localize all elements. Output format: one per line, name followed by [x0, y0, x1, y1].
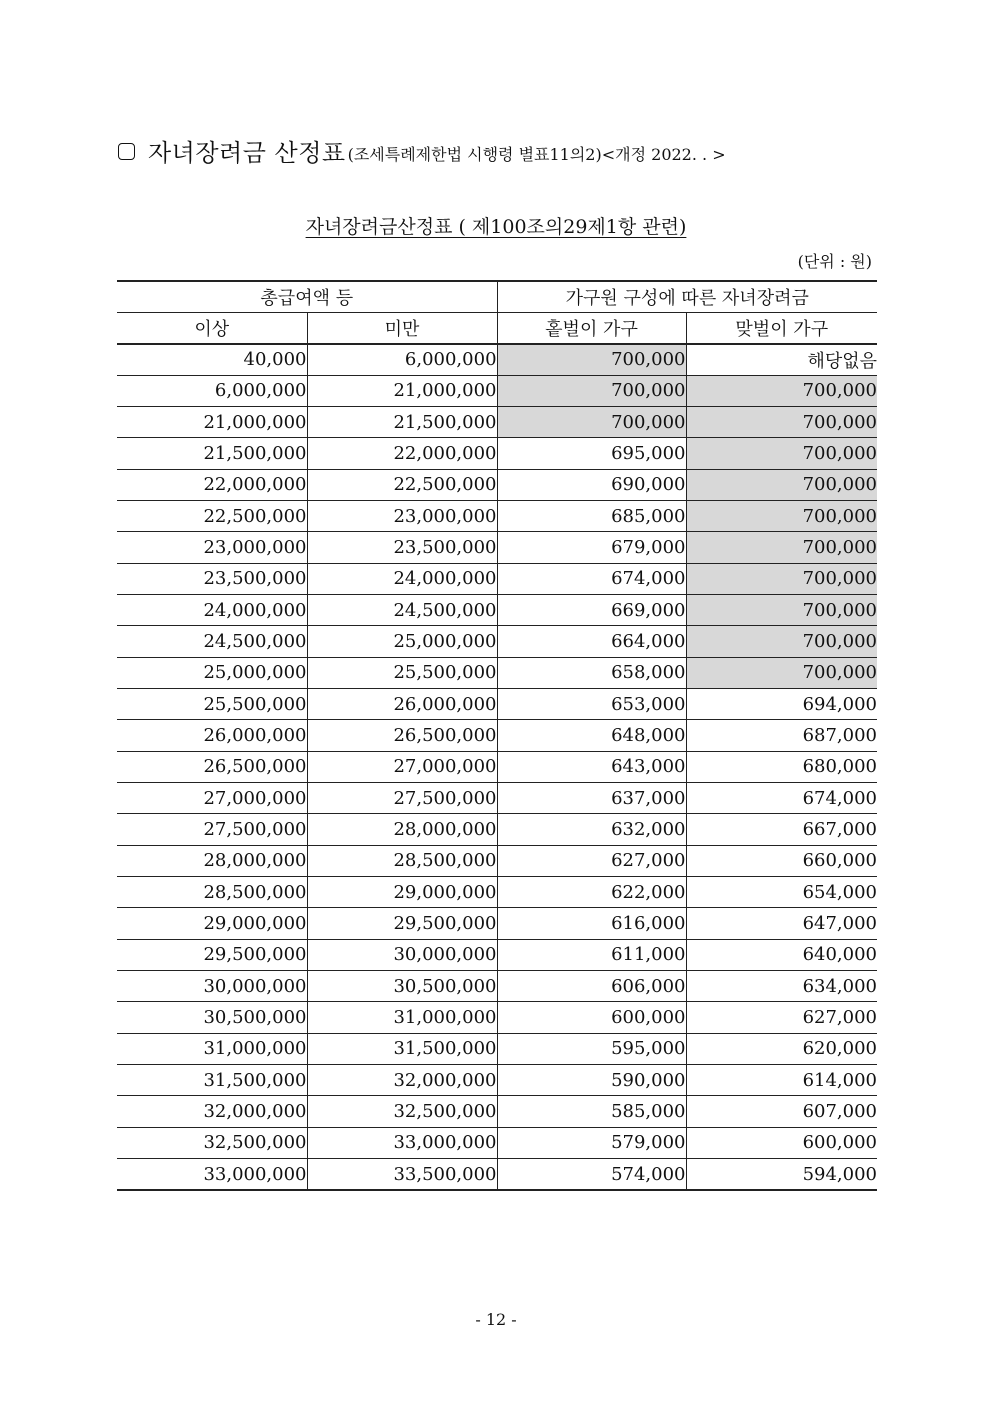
cell-min: 25,500,000 — [117, 688, 307, 719]
cell-max: 25,000,000 — [307, 626, 497, 657]
cell-max: 31,000,000 — [307, 1002, 497, 1033]
cell-single-earner: 679,000 — [497, 532, 686, 563]
cell-single-earner: 585,000 — [497, 1096, 686, 1127]
cell-max: 32,500,000 — [307, 1096, 497, 1127]
cell-max: 6,000,000 — [307, 344, 497, 375]
cell-single-earner: 574,000 — [497, 1159, 686, 1190]
table-row — [117, 814, 877, 845]
cell-max: 23,500,000 — [307, 532, 497, 563]
cell-max: 28,000,000 — [307, 814, 497, 845]
cell-min: 24,500,000 — [117, 626, 307, 657]
table-title-text: 자녀장려금산정표 ( 제100조의29제1항 관련) — [305, 216, 687, 238]
cell-single-earner: 643,000 — [497, 751, 686, 782]
cell-max: 26,000,000 — [307, 688, 497, 719]
table-row — [117, 626, 877, 657]
table-row — [117, 877, 877, 908]
cell-min: 30,500,000 — [117, 1002, 307, 1033]
cell-max: 27,500,000 — [307, 783, 497, 814]
table-row — [117, 594, 877, 625]
cell-dual-earner: 700,000 — [686, 626, 877, 657]
cell-single-earner: 664,000 — [497, 626, 686, 657]
cell-dual-earner: 654,000 — [686, 877, 877, 908]
cell-dual-earner: 600,000 — [686, 1127, 877, 1158]
cell-min: 27,000,000 — [117, 783, 307, 814]
cell-min: 22,000,000 — [117, 469, 307, 500]
cell-single-earner: 637,000 — [497, 783, 686, 814]
section-heading — [118, 134, 726, 168]
credit-calculation-table — [117, 280, 877, 1191]
cell-max: 25,500,000 — [307, 657, 497, 688]
cell-dual-earner: 674,000 — [686, 783, 877, 814]
cell-dual-earner: 687,000 — [686, 720, 877, 751]
cell-min: 29,000,000 — [117, 908, 307, 939]
cell-dual-earner: 700,000 — [686, 563, 877, 594]
cell-max: 24,500,000 — [307, 594, 497, 625]
cell-dual-earner: 680,000 — [686, 751, 877, 782]
cell-max: 26,500,000 — [307, 720, 497, 751]
cell-dual-earner: 634,000 — [686, 971, 877, 1002]
cell-min: 32,000,000 — [117, 1096, 307, 1127]
cell-dual-earner: 640,000 — [686, 939, 877, 970]
cell-min: 23,000,000 — [117, 532, 307, 563]
cell-max: 21,000,000 — [307, 375, 497, 406]
cell-single-earner: 700,000 — [497, 406, 686, 437]
table-body — [117, 344, 877, 1190]
table-row — [117, 1002, 877, 1033]
sub-header-row — [117, 312, 877, 343]
cell-max: 33,000,000 — [307, 1127, 497, 1158]
cell-max: 33,500,000 — [307, 1159, 497, 1190]
cell-single-earner: 690,000 — [497, 469, 686, 500]
cell-single-earner: 595,000 — [497, 1033, 686, 1064]
cell-single-earner: 632,000 — [497, 814, 686, 845]
table-row — [117, 688, 877, 719]
cell-dual-earner: 614,000 — [686, 1065, 877, 1096]
heading-title: 자녀장려금 산정표 — [148, 139, 346, 167]
cell-dual-earner: 700,000 — [686, 375, 877, 406]
cell-min: 6,000,000 — [117, 375, 307, 406]
cell-min: 26,500,000 — [117, 751, 307, 782]
cell-min: 31,500,000 — [117, 1065, 307, 1096]
page-number: - 12 - — [475, 1310, 517, 1329]
cell-dual-earner: 620,000 — [686, 1033, 877, 1064]
table-row — [117, 344, 877, 375]
table-row — [117, 1096, 877, 1127]
cell-min: 28,500,000 — [117, 877, 307, 908]
cell-max: 31,500,000 — [307, 1033, 497, 1064]
cell-single-earner: 600,000 — [497, 1002, 686, 1033]
table-header — [117, 281, 877, 344]
cell-max: 28,500,000 — [307, 845, 497, 876]
table-row — [117, 469, 877, 500]
table-row — [117, 1065, 877, 1096]
table-row — [117, 971, 877, 1002]
cell-single-earner: 653,000 — [497, 688, 686, 719]
cell-single-earner: 695,000 — [497, 438, 686, 469]
unit-label: (단위 : 원) — [797, 252, 872, 271]
checkbox-square-icon — [118, 143, 135, 160]
cell-dual-earner: 607,000 — [686, 1096, 877, 1127]
table-row — [117, 908, 877, 939]
cell-min: 22,500,000 — [117, 500, 307, 531]
table-row — [117, 375, 877, 406]
cell-max: 21,500,000 — [307, 406, 497, 437]
cell-single-earner: 685,000 — [497, 500, 686, 531]
cell-dual-earner: 700,000 — [686, 438, 877, 469]
cell-single-earner: 616,000 — [497, 908, 686, 939]
cell-dual-earner: 667,000 — [686, 814, 877, 845]
cell-single-earner: 627,000 — [497, 845, 686, 876]
cell-min: 29,500,000 — [117, 939, 307, 970]
group-header-row — [117, 281, 877, 312]
table-row — [117, 1033, 877, 1064]
cell-single-earner: 590,000 — [497, 1065, 686, 1096]
cell-single-earner: 648,000 — [497, 720, 686, 751]
header-min: 이상 — [117, 312, 307, 343]
cell-dual-earner: 700,000 — [686, 657, 877, 688]
cell-min: 31,000,000 — [117, 1033, 307, 1064]
table-row — [117, 657, 877, 688]
cell-min: 28,000,000 — [117, 845, 307, 876]
cell-single-earner: 700,000 — [497, 375, 686, 406]
heading-legal-reference: (조세특례제한법 시행령 별표11의2)<개정 2022. . > — [347, 145, 726, 164]
cell-dual-earner: 694,000 — [686, 688, 877, 719]
cell-single-earner: 674,000 — [497, 563, 686, 594]
cell-single-earner: 622,000 — [497, 877, 686, 908]
table-row — [117, 500, 877, 531]
cell-min: 32,500,000 — [117, 1127, 307, 1158]
cell-min: 21,000,000 — [117, 406, 307, 437]
cell-max: 30,500,000 — [307, 971, 497, 1002]
table-row — [117, 406, 877, 437]
cell-max: 22,000,000 — [307, 438, 497, 469]
table-title — [0, 213, 992, 241]
table-row — [117, 1127, 877, 1158]
cell-dual-earner: 700,000 — [686, 532, 877, 563]
cell-max: 24,000,000 — [307, 563, 497, 594]
cell-max: 29,000,000 — [307, 877, 497, 908]
cell-dual-earner: 627,000 — [686, 1002, 877, 1033]
header-single-earner: 홑벌이 가구 — [497, 312, 686, 343]
table-row — [117, 751, 877, 782]
cell-min: 21,500,000 — [117, 438, 307, 469]
cell-max: 29,500,000 — [307, 908, 497, 939]
cell-dual-earner: 700,000 — [686, 594, 877, 625]
cell-max: 32,000,000 — [307, 1065, 497, 1096]
table-row — [117, 438, 877, 469]
cell-single-earner: 658,000 — [497, 657, 686, 688]
cell-dual-earner: 594,000 — [686, 1159, 877, 1190]
cell-single-earner: 611,000 — [497, 939, 686, 970]
cell-min: 27,500,000 — [117, 814, 307, 845]
cell-max: 22,500,000 — [307, 469, 497, 500]
table-row — [117, 939, 877, 970]
table-row — [117, 783, 877, 814]
table-row — [117, 563, 877, 594]
cell-min: 25,000,000 — [117, 657, 307, 688]
table-row — [117, 532, 877, 563]
cell-single-earner: 700,000 — [497, 344, 686, 375]
header-max: 미만 — [307, 312, 497, 343]
cell-single-earner: 606,000 — [497, 971, 686, 1002]
header-total-pay: 총급여액 등 — [117, 281, 497, 312]
cell-max: 27,000,000 — [307, 751, 497, 782]
cell-single-earner: 579,000 — [497, 1127, 686, 1158]
cell-dual-earner: 647,000 — [686, 908, 877, 939]
cell-min: 30,000,000 — [117, 971, 307, 1002]
cell-dual-earner: 700,000 — [686, 469, 877, 500]
cell-dual-earner: 700,000 — [686, 406, 877, 437]
cell-min: 26,000,000 — [117, 720, 307, 751]
table-row — [117, 1159, 877, 1190]
table-row — [117, 720, 877, 751]
cell-max: 23,000,000 — [307, 500, 497, 531]
table-row — [117, 845, 877, 876]
cell-min: 33,000,000 — [117, 1159, 307, 1190]
cell-dual-earner: 660,000 — [686, 845, 877, 876]
cell-min: 23,500,000 — [117, 563, 307, 594]
header-credit-by-household: 가구원 구성에 따른 자녀장려금 — [497, 281, 877, 312]
cell-min: 40,000 — [117, 344, 307, 375]
cell-dual-earner: 700,000 — [686, 500, 877, 531]
cell-min: 24,000,000 — [117, 594, 307, 625]
cell-dual-earner: 해당없음 — [686, 344, 877, 375]
cell-max: 30,000,000 — [307, 939, 497, 970]
header-dual-earner: 맞벌이 가구 — [686, 312, 877, 343]
cell-single-earner: 669,000 — [497, 594, 686, 625]
